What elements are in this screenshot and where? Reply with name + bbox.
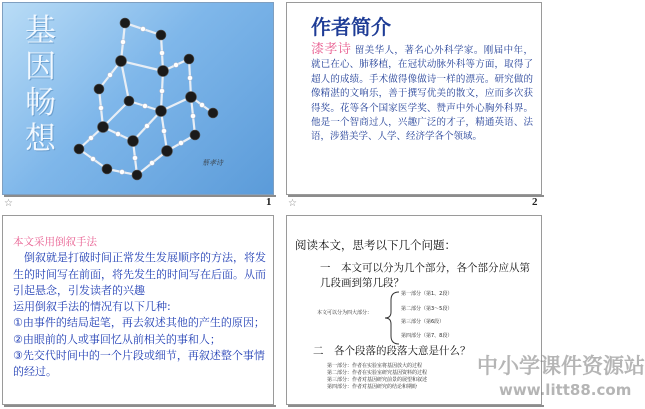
slide-number: 2 [532, 196, 538, 208]
slide-thumbnail-3[interactable] [2, 215, 274, 405]
slide-shadow [4, 405, 276, 407]
summary-item: 第三部分：作者对基因研究前景的展望和叙述 [327, 377, 428, 383]
branch-root: 本文可以分为四大部分： [317, 310, 373, 316]
summary-item: 第二部分：作者在实验室研究基因资料的过程 [327, 370, 428, 376]
author-signature: 蔡孝诗 [202, 159, 223, 167]
watermark-url: www.litt88.com [499, 381, 632, 399]
slide3-paragraph: ③先交代时间中的一个片段或细节，再叙述整个事情的经过。 [13, 349, 265, 379]
slide-transition-icon: ☆ [4, 198, 13, 209]
brace-icon [383, 290, 403, 346]
summary-item: 第一部分：作者在实验室将基因放大的过程 [327, 363, 423, 369]
slide3-paragraph: 倒叙就是打破时间正常发生发展顺序的方法，将发生的时间写在前面，将先发生的时间写在后面。从而引起悬念，引发读者的兴趣 [13, 251, 266, 297]
molecule-model-image [63, 9, 223, 189]
slide-shadow [288, 405, 544, 407]
slide-number: 1 [266, 196, 272, 208]
slide-thumbnail-2[interactable] [286, 2, 542, 195]
branch-item: 第一部分（第1、2段） [401, 291, 453, 297]
slide-transition-icon: ☆ [288, 198, 297, 209]
slide3-paragraph: ②由眼前的人或事回忆从前相关的事和人； [13, 332, 221, 346]
slide3-heading: 本文采用倒叙手法 [13, 236, 97, 248]
question-two: 二 各个段落的段落大意是什么？ [313, 345, 471, 357]
branch-item: 第四部分（第7、8段） [401, 333, 453, 339]
slide4-title: 阅读本文，思考以下几个问题： [295, 238, 456, 252]
author-name: 漆孝诗 [311, 42, 352, 57]
title-char: 畅 [25, 85, 56, 121]
slide3-body [13, 234, 267, 381]
title-char: 想 [25, 121, 56, 157]
author-bio: 留美华人，著名心外科学家。刚届中年，就已在心、肺移植，在冠状动脉外科等方面，取得了超人的成绩。手术做得像做诗一样的漂亮。研究做的像精湛的文响乐，善于撰写优美的散文，应而多次获得奖。花等各个国家医学奖、赞声中外心胸外科界。他是一个智商过人，兴趣广泛的才子，精通英语、法语，涉猎美学、人学、经济学各个领域。 [311, 45, 533, 143]
slide-thumbnail-1[interactable] [2, 2, 274, 195]
slide-thumbnail-4[interactable] [286, 215, 645, 405]
slide3-paragraph: 运用倒叙手法的情况有以下几种: [13, 300, 171, 314]
title-char: 基 [25, 13, 56, 49]
slide2-title: 作者简介 [311, 15, 391, 39]
slide-shadow [4, 195, 276, 197]
slide-shadow [288, 195, 544, 197]
slide2-body [311, 43, 533, 145]
summary-item: 第四部分：作者对基因研究的结论和期盼 [327, 384, 418, 390]
branch-item: 第二部分（第3～5段） [401, 306, 453, 312]
slide3-paragraph: ①由事件的结局起笔，再去叙述其他的产生的原因； [13, 316, 265, 330]
branch-item: 第三部分（第6段） [401, 319, 445, 325]
watermark-text: 中小学课件资源站 [477, 354, 645, 378]
title-char: 因 [25, 49, 56, 85]
question-one: 一 本文可以分为几个部分，各个部分应从第几段画到第几段？ [320, 262, 530, 289]
slide1-title [25, 13, 65, 157]
